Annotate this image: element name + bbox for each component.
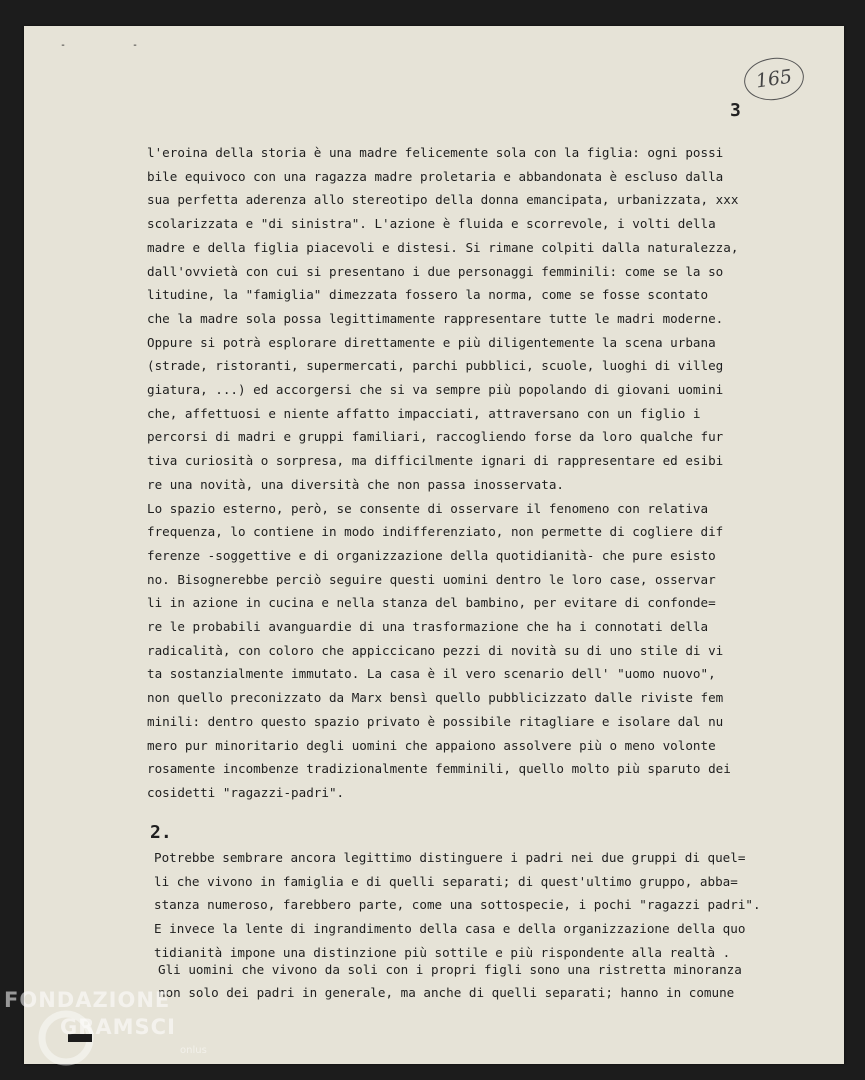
text-line: percorsi di madri e gruppi familiari, raccogliendo forse da loro qualche fur <box>147 429 724 445</box>
text-line: minili: dentro questo spazio privato è possibile ritagliare e isolare dal nu <box>147 713 724 729</box>
text-line: ta sostanzialmente immutato. La casa è il vero scenario dell' "uomo nuovo", <box>147 666 716 682</box>
text-line: li in azione in cucina e nella stanza del bambino, per evitare di confonde= <box>147 595 716 611</box>
text-line: madre e della figlia piacevoli e distesi. Si rimane colpiti dalla naturalezza, <box>147 239 739 255</box>
paragraph-2 <box>154 846 761 965</box>
text-line: tidianità impone una distinzione più sottile e più rispondente alla realtà . <box>154 944 731 960</box>
text-line: frequenza, lo contiene in modo indifferenziato, non permette di cogliere dif <box>147 524 724 540</box>
text-line: E invece la lente di ingrandimento della casa e della organizzazione della quo <box>154 921 746 937</box>
text-line: litudine, la "famiglia" dimezzata fossero la norma, come se fosse scontato <box>147 287 709 303</box>
watermark-line-1: FONDAZIONE <box>4 988 171 1012</box>
text-line: mero pur minoritario degli uomini che appaiono assolvere più o meno volonte <box>147 737 716 753</box>
text-line: scolarizzata e "di sinistra". L'azione è fluida e scorrevole, i volti della <box>147 216 716 232</box>
watermark-line-3: onlus <box>180 1045 207 1056</box>
sheet-mark: 3 <box>730 100 741 121</box>
section-number: 2. <box>150 822 172 843</box>
text-line: li che vivono in famiglia e di quelli separati; di quest'ultimo gruppo, abba= <box>154 873 738 889</box>
paragraph-1 <box>147 141 738 805</box>
text-line: radicalità, con coloro che appiccicano pezzi di novità su di uno stile di vi <box>147 642 724 658</box>
watermark-line-2: GRAMSCI <box>60 1015 176 1039</box>
text-line: Potrebbe sembrare ancora legittimo distinguere i padri nei due gruppi di quel= <box>154 850 746 865</box>
watermark <box>4 982 264 1080</box>
text-line: sua perfetta aderenza allo stereotipo della donna emancipata, urbanizzata, xxx <box>147 192 739 208</box>
corner-marks: - - <box>60 40 169 51</box>
text-line: bile equivoco con una ragazza madre proletaria e abbandonata è escluso dalla <box>147 168 724 184</box>
text-line: ferenze -soggettive e di organizzazione della quotidianità- che pure esisto <box>147 547 716 563</box>
text-line: Oppure si potrà esplorare direttamente e più diligentemente la scena urbana <box>147 334 716 350</box>
text-line: no. Bisognerebbe perciò seguire questi uomini dentro le loro case, osservar <box>147 571 716 587</box>
archive-number-stamp: 165 <box>741 54 806 104</box>
text-line: tiva curiosità o sorpresa, ma difficilmente ignari di rappresentare ed esibi <box>147 453 724 469</box>
text-line: l'eroina della storia è una madre felicemente sola con la figlia: ogni possi <box>147 145 724 160</box>
text-line: non solo dei padri in generale, ma anche di quelli separati; hanno in comune <box>158 985 735 1000</box>
text-line: (strade, ristoranti, supermercati, parchi pubblici, scuole, luoghi di villeg <box>147 358 724 374</box>
text-line: cosidetti "ragazzi-padri". <box>147 784 345 800</box>
text-line: giatura, ...) ed accorgersi che si va sempre più popolando di giovani uomini <box>147 382 724 398</box>
text-line: re una novità, una diversità che non passa inosservata. <box>147 476 565 492</box>
text-line: dall'ovvietà con cui si presentano i due personaggi femminili: come se la so <box>147 263 724 279</box>
text-line: non quello preconizzato da Marx bensì quello pubblicizzato dalle riviste fem <box>147 690 724 706</box>
text-line: che la madre sola possa legittimamente rappresentare tutte le madri moderne. <box>147 310 724 326</box>
text-line: Lo spazio esterno, però, se consente di osservare il fenomeno con relativa <box>147 500 709 516</box>
text-line: che, affettuosi e niente affatto impacciati, attraversano con un figlio i <box>147 405 701 421</box>
text-line: re le probabili avanguardie di una trasformazione che ha i connotati della <box>147 619 709 635</box>
text-line: rosamente incombenze tradizionalmente femminili, quello molto più sparuto dei <box>147 761 731 777</box>
text-line: Gli uomini che vivono da soli con i propri figli sono una ristretta minoranza <box>158 962 742 977</box>
text-line: stanza numeroso, farebbero parte, come una sottospecie, i pochi "ragazzi padri". <box>154 897 761 913</box>
